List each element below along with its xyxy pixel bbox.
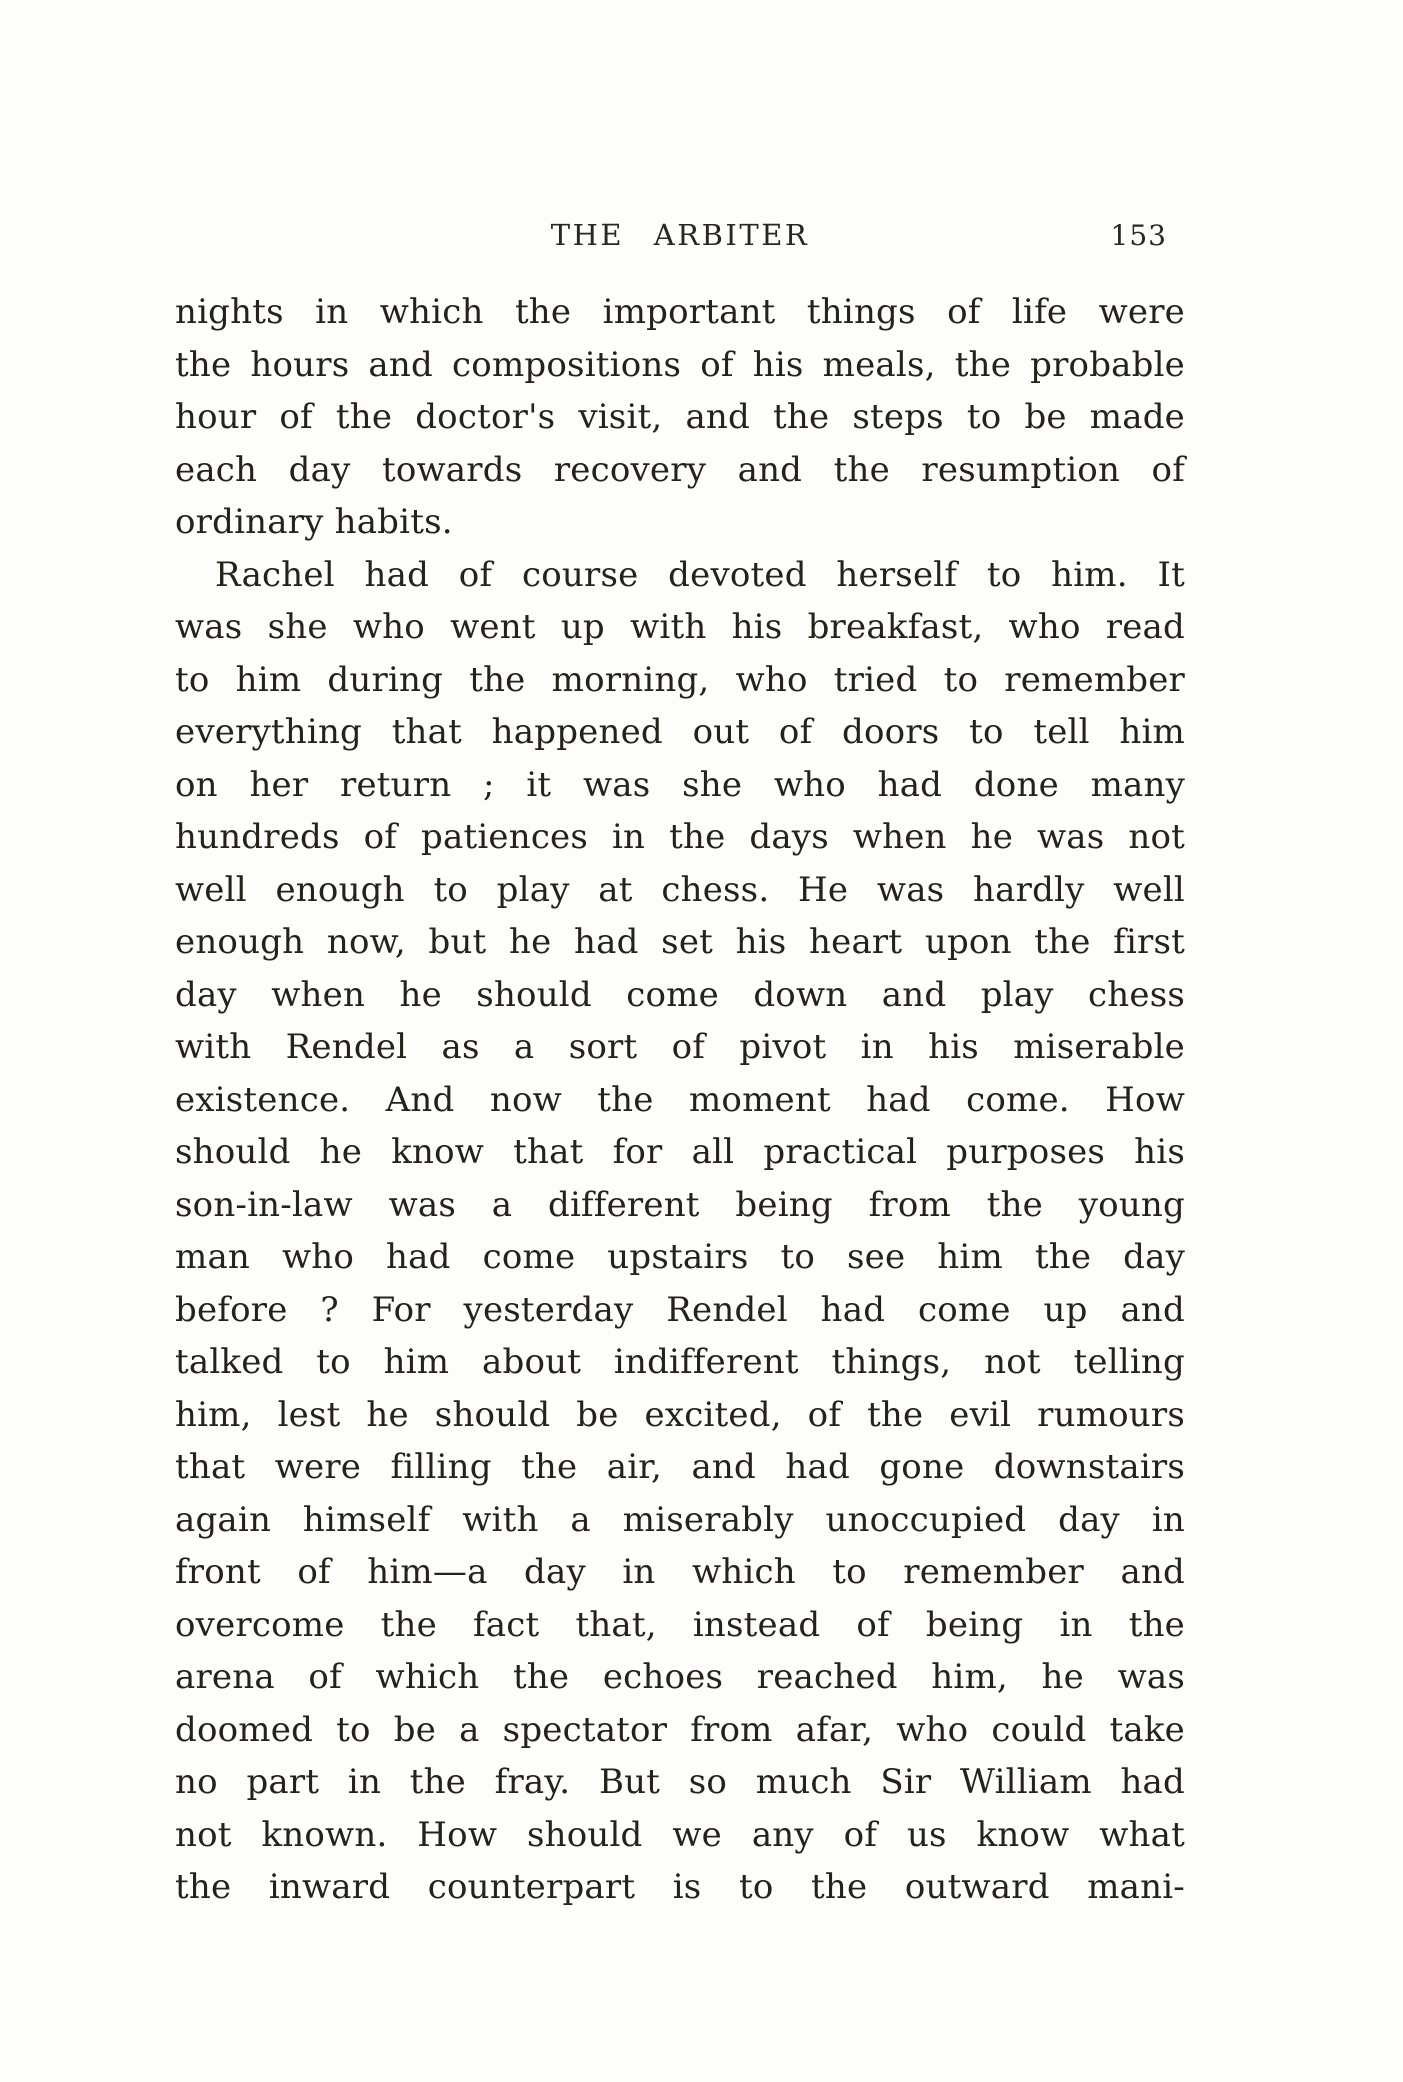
text-line: nights in which the important things of life were: [175, 292, 1185, 332]
running-title: THE ARBITER: [550, 218, 810, 252]
text-line: the inward counterpart is to the outward mani-: [175, 1867, 1185, 1907]
text-line: son-in-law was a different being from the young: [175, 1184, 1185, 1225]
text-line: Rachel had of course devoted herself to him. It: [215, 554, 1185, 595]
text-line: arena of which the echoes reached him, he was: [175, 1657, 1185, 1697]
text-line: the hours and compositions of his meals, the probable: [175, 344, 1185, 385]
text-line: again himself with a miserably unoccupied day in: [175, 1499, 1185, 1540]
text-line: man who had come upstairs to see him the day: [175, 1237, 1185, 1277]
text-line: each day towards recovery and the resumption of: [175, 449, 1185, 490]
text-line: was she who went up with his breakfast, who read: [175, 607, 1185, 647]
text-line: him, lest he should be excited, of the evil rumours: [175, 1394, 1185, 1435]
text-line: to him during the morning, who tried to remember: [175, 659, 1185, 700]
text-line: everything that happened out of doors to tell him: [175, 712, 1185, 752]
text-line: well enough to play at chess. He was hardly well: [175, 869, 1185, 910]
page-number: 153: [1110, 219, 1167, 252]
text-line: hour of the doctor's visit, and the steps to be made: [175, 397, 1185, 437]
text-line: front of him—a day in which to remember and: [175, 1552, 1185, 1592]
text-line: hundreds of patiences in the days when he was not: [175, 817, 1185, 857]
text-line: doomed to be a spectator from afar, who could take: [175, 1709, 1185, 1750]
text-line: no part in the fray. But so much Sir William had: [175, 1762, 1185, 1802]
text-line: should he know that for all practical purposes his: [175, 1132, 1185, 1172]
text-line: day when he should come down and play chess: [175, 974, 1185, 1015]
text-line: with Rendel as a sort of pivot in his miserable: [175, 1027, 1185, 1067]
text-line: on her return ; it was she who had done many: [175, 764, 1185, 805]
text-line: not known. How should we any of us know what: [175, 1814, 1185, 1855]
text-line: before ? For yesterday Rendel had come up and: [175, 1289, 1185, 1330]
page-header: [175, 218, 1185, 260]
text-line: talked to him about indifferent things, not telling: [175, 1342, 1185, 1382]
page-text: [175, 286, 1185, 1914]
text-line: that were filling the air, and had gone downstairs: [175, 1447, 1185, 1487]
text-line: overcome the fact that, instead of being in the: [175, 1604, 1185, 1645]
text-line: enough now, but he had set his heart upon the first: [175, 922, 1185, 962]
text-line: ordinary habits.: [175, 502, 453, 542]
text-line: existence. And now the moment had come. How: [175, 1079, 1185, 1120]
